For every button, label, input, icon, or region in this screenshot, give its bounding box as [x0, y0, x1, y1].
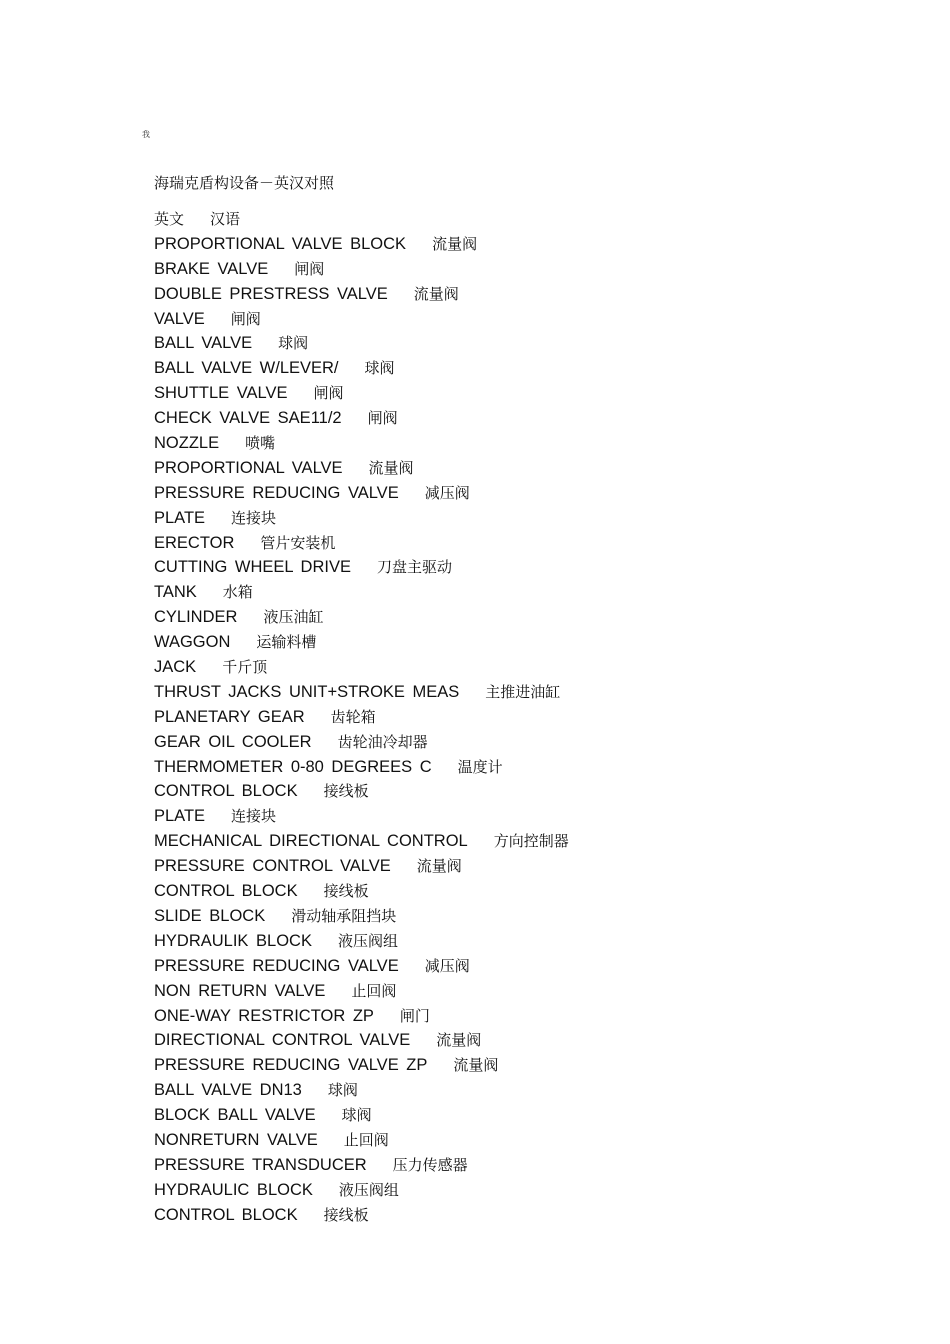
glossary-row [154, 856, 569, 881]
term-chinese: 齿轮箱 [330, 707, 376, 726]
term-english: BALL VALVE DN13 [154, 1081, 302, 1100]
term-chinese: 液压油缸 [263, 608, 324, 627]
term-english: HYDRAULIK BLOCK [154, 931, 312, 950]
term-english: THERMOMETER 0-80 DEGREES C [154, 757, 432, 776]
term-english: BRAKE VALVE [154, 259, 269, 278]
term-chinese: 闸阀 [230, 309, 261, 328]
term-english: PRESSURE REDUCING VALVE ZP [154, 1056, 428, 1075]
term-english: PRESSURE TRANSDUCER [154, 1155, 367, 1174]
glossary-row [154, 458, 569, 483]
term-chinese: 温度计 [457, 757, 503, 776]
term-chinese: 连接块 [231, 508, 277, 527]
term-english: TANK [154, 583, 197, 602]
glossary-list [154, 209, 569, 1230]
glossary-row [154, 259, 569, 284]
term-chinese: 管片安装机 [260, 533, 336, 552]
term-chinese: 减压阀 [424, 483, 470, 502]
glossary-row [154, 433, 569, 458]
term-english: CYLINDER [154, 608, 238, 627]
term-chinese: 球阀 [341, 1106, 372, 1125]
term-english: THRUST JACKS UNIT+STROKE MEAS [154, 682, 460, 701]
glossary-row [154, 881, 569, 906]
term-english: PLATE [154, 508, 206, 527]
term-chinese: 闸门 [399, 1006, 430, 1025]
term-chinese: 连接块 [231, 807, 277, 826]
term-english: PROPORTIONAL VALVE [154, 458, 343, 477]
glossary-row [154, 1105, 569, 1130]
term-chinese: 止回阀 [343, 1130, 389, 1149]
term-english: BALL VALVE [154, 334, 253, 353]
glossary-row [154, 632, 569, 657]
glossary-row [154, 1205, 569, 1230]
term-chinese: 闸阀 [294, 259, 325, 278]
term-english: CHECK VALVE SAE11/2 [154, 409, 342, 428]
glossary-row [154, 508, 569, 533]
glossary-row [154, 408, 569, 433]
glossary-row [154, 1130, 569, 1155]
glossary-row [154, 1180, 569, 1205]
glossary-row [154, 1055, 569, 1080]
term-chinese: 千斤顶 [222, 658, 268, 677]
term-english: HYDRAULIC BLOCK [154, 1180, 313, 1199]
glossary-row [154, 333, 569, 358]
term-chinese: 接线板 [323, 782, 369, 801]
term-english: MECHANICAL DIRECTIONAL CONTROL [154, 832, 468, 851]
glossary-row [154, 533, 569, 558]
corner-mark: 我 [142, 130, 150, 139]
glossary-row [154, 234, 569, 259]
glossary-row [154, 682, 569, 707]
term-english: CONTROL BLOCK [154, 782, 298, 801]
term-english: PLATE [154, 807, 206, 826]
glossary-row [154, 607, 569, 632]
term-english: DIRECTIONAL CONTROL VALVE [154, 1031, 411, 1050]
term-english: WAGGON [154, 633, 231, 652]
term-chinese: 流量阀 [416, 857, 462, 876]
glossary-row [154, 284, 569, 309]
term-english: GEAR OIL COOLER [154, 732, 312, 751]
term-chinese: 液压阀组 [338, 1180, 399, 1199]
term-chinese: 水箱 [222, 583, 253, 602]
term-chinese: 球阀 [278, 334, 309, 353]
glossary-row [154, 557, 569, 582]
glossary-row [154, 806, 569, 831]
term-english: SLIDE BLOCK [154, 906, 266, 925]
page-title: 海瑞克盾构设备－英汉对照 [154, 174, 335, 192]
glossary-row [154, 757, 569, 782]
term-english: PRESSURE REDUCING VALVE [154, 483, 399, 502]
term-english: CUTTING WHEEL DRIVE [154, 558, 351, 577]
term-english: BLOCK BALL VALVE [154, 1106, 316, 1125]
glossary-row [154, 358, 569, 383]
glossary-row [154, 981, 569, 1006]
term-english: BALL VALVE W/LEVER/ [154, 359, 339, 378]
glossary-row [154, 309, 569, 334]
term-english: NON RETURN VALVE [154, 981, 326, 1000]
glossary-row [154, 707, 569, 732]
term-chinese: 喷嘴 [245, 434, 276, 453]
term-english: ONE-WAY RESTRICTOR ZP [154, 1006, 374, 1025]
term-chinese: 流量阀 [413, 284, 459, 303]
term-chinese: 压力传感器 [392, 1155, 468, 1174]
term-chinese: 方向控制器 [493, 832, 569, 851]
term-chinese: 流量阀 [453, 1056, 499, 1075]
glossary-row [154, 582, 569, 607]
term-chinese: 接线板 [323, 882, 369, 901]
header-english: 英文 [154, 210, 185, 228]
term-chinese: 运输料槽 [256, 633, 317, 652]
glossary-row [154, 906, 569, 931]
term-chinese: 刀盘主驱动 [376, 558, 452, 577]
term-english: JACK [154, 658, 197, 677]
term-chinese: 流量阀 [432, 234, 478, 253]
term-chinese: 齿轮油冷却器 [337, 732, 428, 751]
term-chinese: 流量阀 [368, 458, 414, 477]
term-chinese: 接线板 [323, 1205, 369, 1224]
term-chinese: 球阀 [364, 359, 395, 378]
term-english: CONTROL BLOCK [154, 882, 298, 901]
term-chinese: 主推进油缸 [485, 682, 561, 701]
term-chinese: 滑动轴承阻挡块 [291, 906, 397, 925]
term-english: NOZZLE [154, 434, 220, 453]
term-english: PLANETARY GEAR [154, 707, 305, 726]
glossary-row [154, 931, 569, 956]
header-chinese: 汉语 [210, 210, 241, 228]
glossary-row [154, 383, 569, 408]
term-chinese: 减压阀 [424, 956, 470, 975]
term-chinese: 液压阀组 [337, 931, 398, 950]
term-english: DOUBLE PRESTRESS VALVE [154, 284, 388, 303]
glossary-row [154, 1155, 569, 1180]
term-chinese: 流量阀 [436, 1031, 482, 1050]
glossary-row [154, 483, 569, 508]
term-english: ERECTOR [154, 533, 235, 552]
glossary-row [154, 1030, 569, 1055]
term-english: SHUTTLE VALVE [154, 384, 288, 403]
glossary-row [154, 956, 569, 981]
term-english: PROPORTIONAL VALVE BLOCK [154, 234, 407, 253]
term-chinese: 闸阀 [367, 409, 398, 428]
term-chinese: 闸阀 [313, 384, 344, 403]
term-english: NONRETURN VALVE [154, 1130, 318, 1149]
term-english: PRESSURE CONTROL VALVE [154, 857, 391, 876]
glossary-row [154, 1006, 569, 1031]
glossary-row [154, 1080, 569, 1105]
glossary-row [154, 781, 569, 806]
term-english: PRESSURE REDUCING VALVE [154, 956, 399, 975]
term-english: CONTROL BLOCK [154, 1205, 298, 1224]
glossary-row [154, 831, 569, 856]
term-chinese: 球阀 [327, 1081, 358, 1100]
glossary-row [154, 657, 569, 682]
glossary-row [154, 732, 569, 757]
term-english: VALVE [154, 309, 205, 328]
term-chinese: 止回阀 [351, 981, 397, 1000]
glossary-header-row [154, 209, 569, 234]
